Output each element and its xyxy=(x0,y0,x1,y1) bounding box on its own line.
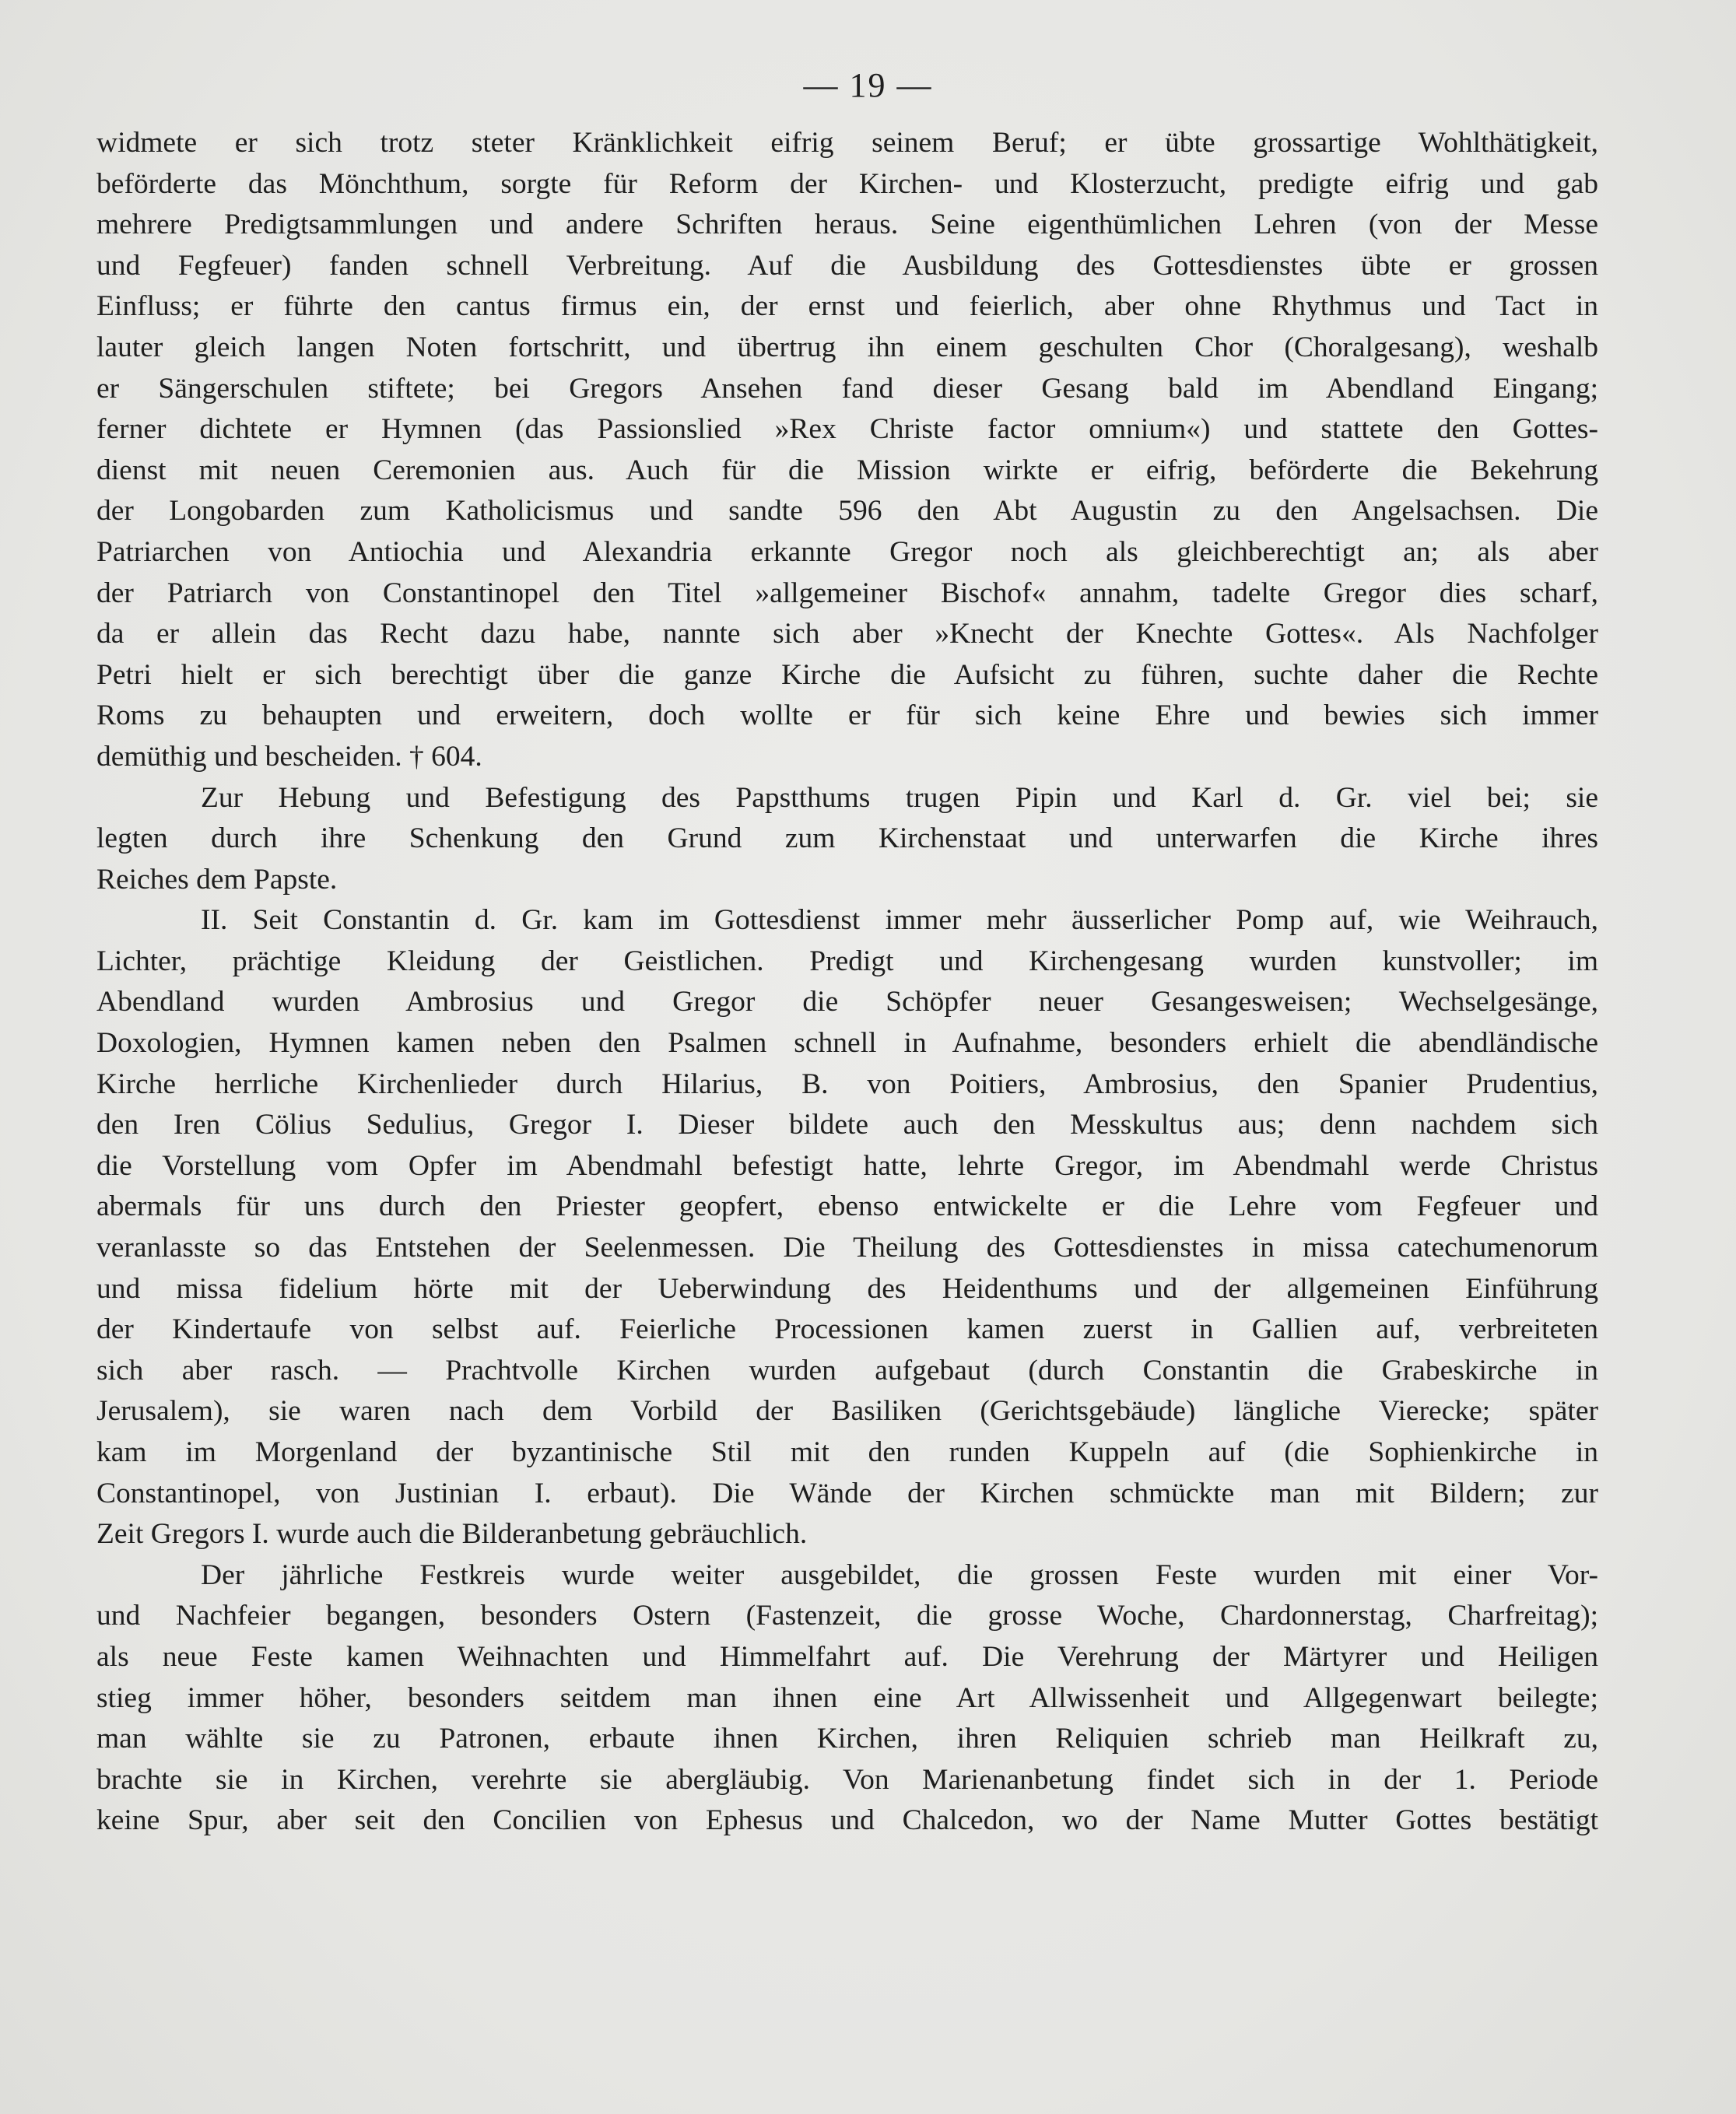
text-line: Einfluss; er führte den cantus firmus ein, der ernst und feierlich, aber ohne Rhythmus und Tact in xyxy=(96,290,1598,323)
text-line: kam im Morgenland der byzantinische Stil mit den runden Kuppeln auf (die Sophienkirche in xyxy=(96,1436,1598,1468)
text-line: lauter gleich langen Noten fortschritt, und übertrug ihn einem geschulten Chor (Choralgesang), weshalb xyxy=(96,331,1598,363)
text-line: Abendland wurden Ambrosius und Gregor die Schöpfer neuer Gesangesweisen; Wechselgesänge, xyxy=(96,986,1598,1018)
text-line: da er allein das Recht dazu habe, nannte sich aber »Knecht der Knechte Gottes«. Als Nachfolger xyxy=(96,618,1598,650)
text-line: der Kindertaufe von selbst auf. Feierliche Processionen kamen zuerst in Gallien auf, verbreiteten xyxy=(96,1313,1598,1346)
text-line: dienst mit neuen Ceremonien aus. Auch für die Mission wirkte er eifrig, beförderte die Bekehrung xyxy=(96,454,1598,486)
text-line: Jerusalem), sie waren nach dem Vorbild der Basiliken (Gerichtsgebäude) längliche Vierecke; später xyxy=(96,1395,1598,1428)
text-line: als neue Feste kamen Weihnachten und Himmelfahrt auf. Die Verehrung der Märtyrer und Heiligen xyxy=(96,1640,1598,1673)
text-line: stieg immer höher, besonders seitdem man ihnen eine Art Allwissenheit und Allgegenwart beilegte; xyxy=(96,1681,1598,1714)
text-line: und missa fidelium hörte mit der Ueberwindung des Heidenthums und der allgemeinen Einführung xyxy=(96,1272,1598,1305)
text-line: man wählte sie zu Patronen, erbaute ihnen Kirchen, ihren Reliquien schrieb man Heilkraft zu, xyxy=(96,1723,1598,1755)
text-line: Petri hielt er sich berechtigt über die ganze Kirche die Aufsicht zu führen, suchte daher die Rechte xyxy=(96,658,1598,691)
text-line: Zur Hebung und Befestigung des Papstthums trugen Pipin und Karl d. Gr. viel bei; sie xyxy=(201,781,1598,814)
text-line: widmete er sich trotz steter Kränklichkeit eifrig seinem Beruf; er übte grossartige Wohlthätigkeit, xyxy=(96,127,1598,159)
text-line: brachte sie in Kirchen, verehrte sie abergläubig. Von Marienanbetung findet sich in der 1. Periode xyxy=(96,1763,1598,1796)
text-line: abermals für uns durch den Priester geopfert, ebenso entwickelte er die Lehre vom Fegfeuer und xyxy=(96,1190,1598,1223)
text-line: Doxologien, Hymnen kamen neben den Psalmen schnell in Aufnahme, besonders erhielt die abendländische xyxy=(96,1027,1598,1060)
text-line: er Sängerschulen stiftete; bei Gregors Ansehen fand dieser Gesang bald im Abendland Eingang; xyxy=(96,372,1598,405)
text-line: legten durch ihre Schenkung den Grund zum Kirchenstaat und unterwarfen die Kirche ihres xyxy=(96,822,1598,855)
text-line: die Vorstellung vom Opfer im Abendmahl befestigt hatte, lehrte Gregor, im Abendmahl werde Christus xyxy=(96,1149,1598,1182)
text-line: keine Spur, aber seit den Concilien von Ephesus und Chalcedon, wo der Name Mutter Gottes bestätigt xyxy=(96,1804,1598,1837)
text-line: beförderte das Mönchthum, sorgte für Reform der Kirchen- und Klosterzucht, predigte eifrig und gab xyxy=(96,167,1598,200)
text-line: und Fegfeuer) fanden schnell Verbreitung. Auf die Ausbildung des Gottesdienstes übte er grossen xyxy=(96,249,1598,282)
text-line: der Patriarch von Constantinopel den Titel »allgemeiner Bischof« annahm, tadelte Gregor dies scharf, xyxy=(96,577,1598,609)
text-line: Der jährliche Festkreis wurde weiter ausgebildet, die grossen Feste wurden mit einer Vor- xyxy=(201,1558,1598,1591)
text-line: mehrere Predigtsammlungen und andere Schriften heraus. Seine eigenthümlichen Lehren (von der Messe xyxy=(96,209,1598,241)
text-line: Zeit Gregors I. wurde auch die Bilderanbetung gebräuchlich. xyxy=(96,1518,808,1551)
text-line: Lichter, prächtige Kleidung der Geistlichen. Predigt und Kirchengesang wurden kunstvoller; im xyxy=(96,945,1598,977)
text-line: den Iren Cölius Sedulius, Gregor I. Dieser bildete auch den Messkultus aus; denn nachdem sich xyxy=(96,1109,1598,1141)
text-line: Roms zu behaupten und erweitern, doch wollte er für sich keine Ehre und bewies sich immer xyxy=(96,699,1598,732)
text-line: II. Seit Constantin d. Gr. kam im Gottesdienst immer mehr äusserlicher Pomp auf, wie Weihrauch, xyxy=(201,904,1598,937)
text-line: Constantinopel, von Justinian I. erbaut). Die Wände der Kirchen schmückte man mit Bildern; zur xyxy=(96,1477,1598,1509)
text-line: ferner dichtete er Hymnen (das Passionslied »Rex Christe factor omnium«) und stattete den Gottes- xyxy=(96,413,1598,446)
text-line: veranlasste so das Entstehen der Seelenmessen. Die Theilung des Gottesdienstes in missa catechumenorum xyxy=(96,1232,1598,1264)
page-number: — 19 — xyxy=(803,66,933,104)
text-line: Reiches dem Papste. xyxy=(96,863,338,896)
text-line: und Nachfeier begangen, besonders Ostern (Fastenzeit, die grosse Woche, Chardonnerstag, Charfreitag); xyxy=(96,1600,1598,1632)
text-line: sich aber rasch. — Prachtvolle Kirchen wurden aufgebaut (durch Constantin die Grabeskirche in xyxy=(96,1354,1598,1387)
text-line: demüthig und bescheiden. † 604. xyxy=(96,740,482,773)
text-line: Patriarchen von Antiochia und Alexandria erkannte Gregor noch als gleichberechtigt an; als aber xyxy=(96,535,1598,568)
text-line: der Longobarden zum Katholicismus und sandte 596 den Abt Augustin zu den Angelsachsen. Die xyxy=(96,495,1598,528)
text-line: Kirche herrliche Kirchenlieder durch Hilarius, B. von Poitiers, Ambrosius, den Spanier Prudentius, xyxy=(96,1068,1598,1100)
body-text xyxy=(96,123,1598,1889)
